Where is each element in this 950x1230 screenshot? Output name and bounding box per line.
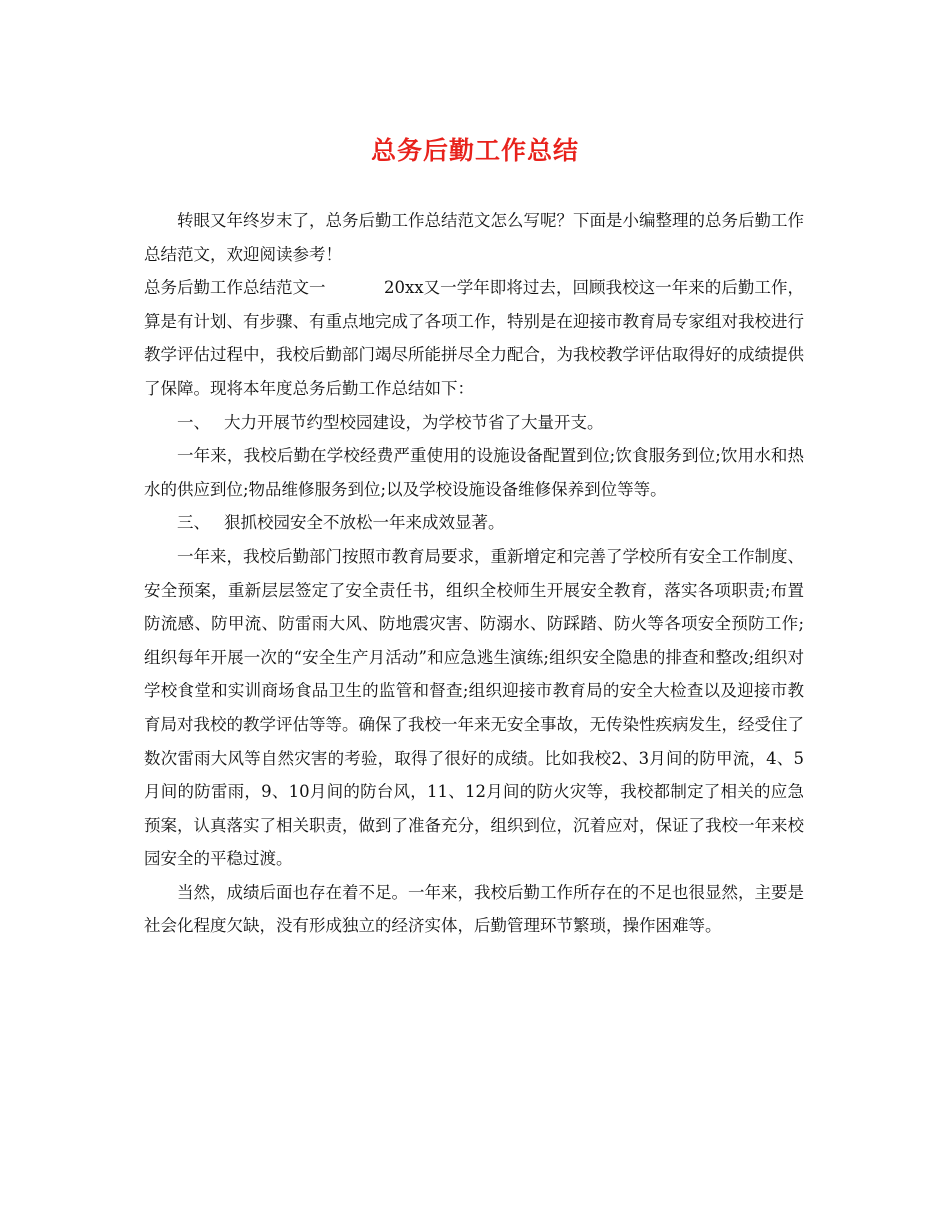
section-1-number: 一、: [177, 412, 210, 432]
section-1-body: 一年来，我校后勤在学校经费严重使用的设施设备配置到位;饮食服务到位;饮用水和热水的供应到位;物品维修服务到位;以及学校设施设备维修保养到位等等。: [144, 446, 804, 499]
section-1-heading: [144, 406, 804, 440]
sample-opening-text: 20xx又一学年即将过去，回顾我校这一年来的后勤工作，算是有计划、有步骤、有重点地完成了各项工作，特别是在迎接市教育局专家组对我校进行教学评估过程中，我校后勤部门竭尽所能拼尽全力配合，为我校教学评估取得好的成绩提供了保障。现将本年度总务后勤工作总结如下：: [144, 278, 804, 398]
section-3-body: 一年来，我校后勤部门按照市教育局要求，重新增定和完善了学校所有安全工作制度、安全预案，重新层层签定了安全责任书，组织全校师生开展安全教育，落实各项职责;布置防流感、防甲流、防雷雨大风、防地震灾害、防溺水、防踩踏、防火等各项安全预防工作;组织每年开展一次的“安全生产月活动”和应急逃生演练;组织安全隐患的排查和整改;组织对学校食堂和实训商场食品卫生的监管和督查;组织迎接市教育局的安全大检查以及迎接市教育局对我校的教学评估等等。确保了我校一年来无安全事故，无传染性疾病发生，经受住了数次雷雨大风等自然灾害的考验，取得了很好的成绩。比如我校2、3月间的防甲流，4、5月间的防雷雨，9、10月间的防台风，11、12月间的防火灾等，我校都制定了相关的应急预案，认真落实了相关职责，做到了准备充分，组织到位，沉着应对，保证了我校一年来校园安全的平稳过渡。: [144, 546, 804, 869]
section-1-heading-text: 大力开展节约型校园建设，为学校节省了大量开支。: [224, 412, 604, 432]
conclusion-paragraph: 当然，成绩后面也存在着不足。一年来，我校后勤工作所存在的不足也很显然，主要是社会化程度欠缺，没有形成独立的经济实体，后勤管理环节繁琐，操作困难等。: [144, 882, 804, 936]
section-3-number: 三、: [177, 513, 210, 533]
section-3-heading: [144, 506, 804, 540]
document-body: [144, 204, 804, 943]
sample-opening-paragraph: [144, 271, 804, 405]
document-title: 总务后勤工作总结: [370, 136, 579, 165]
intro-paragraph: 转眼又年终岁末了，总务后勤工作总结范文怎么写呢？下面是小编整理的总务后勤工作总结范文，欢迎阅读参考！: [144, 211, 804, 264]
sample-label: 总务后勤工作总结范文一: [144, 278, 326, 298]
section-3-heading-text: 狠抓校园安全不放松一年来成效显著。: [224, 513, 505, 533]
